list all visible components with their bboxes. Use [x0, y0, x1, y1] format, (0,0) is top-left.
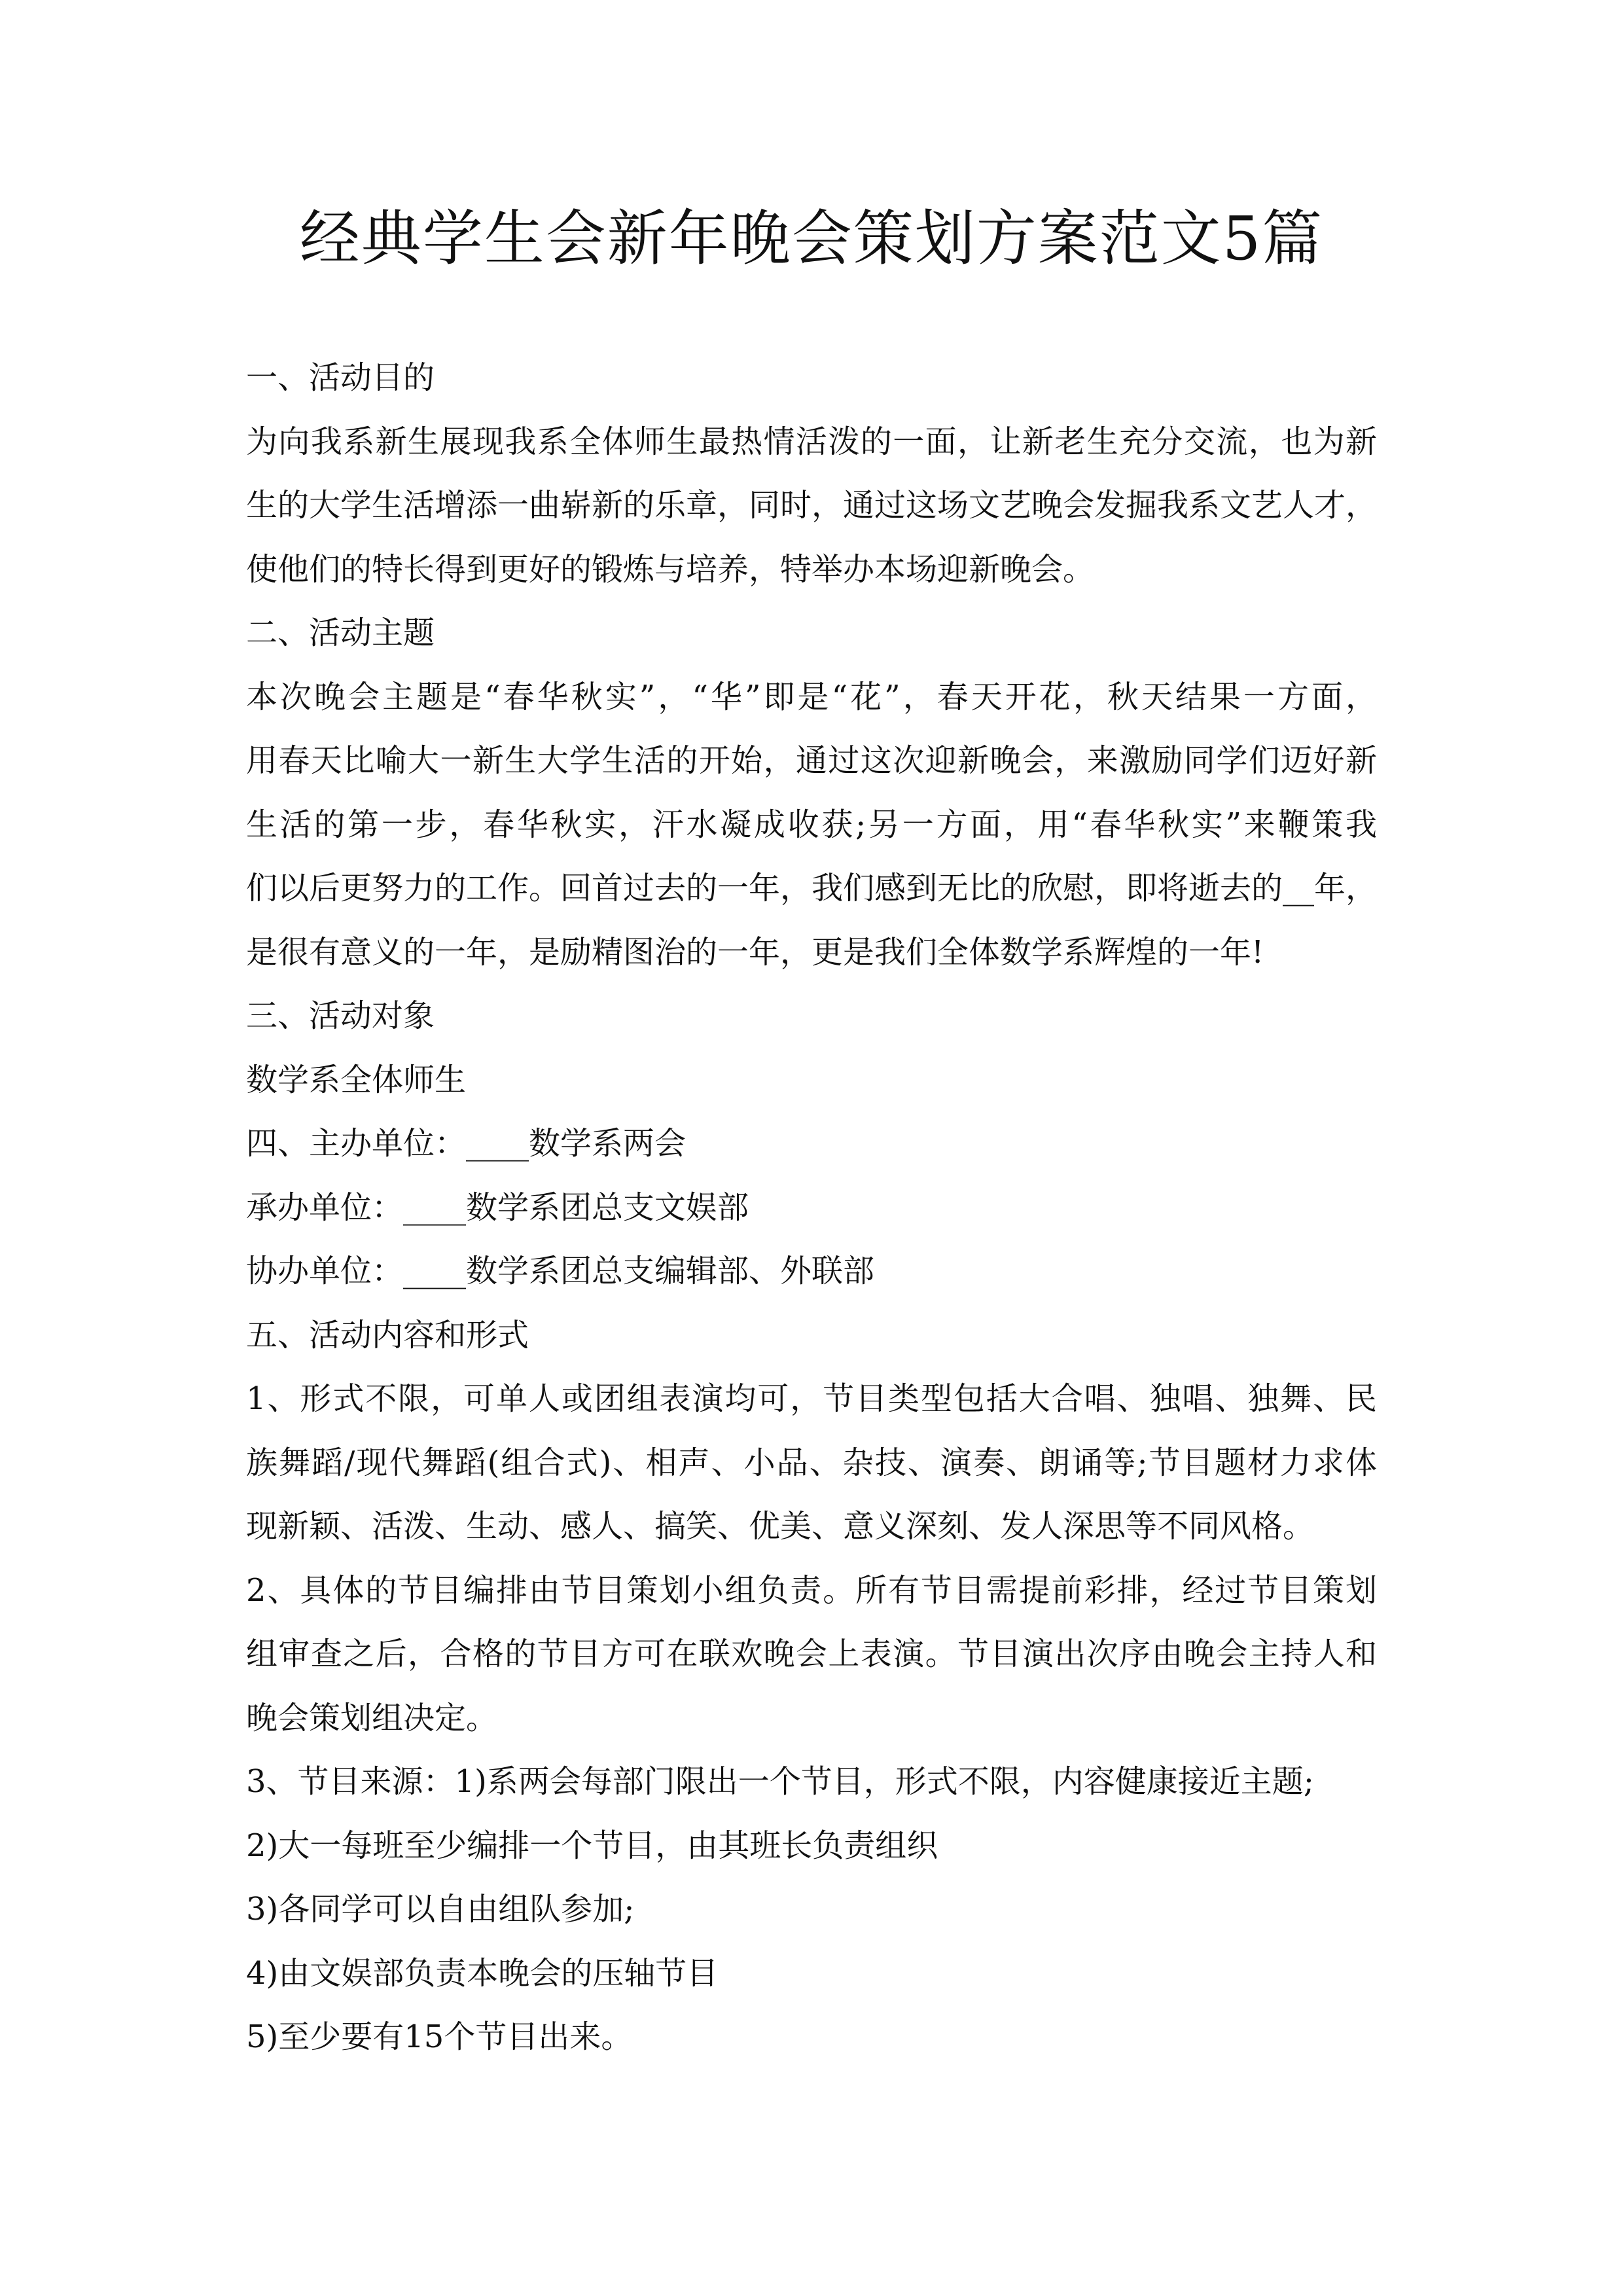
- text-line: 组审查之后，合格的节目方可在联欢晚会上表演。节目演出次序由晚会主持人和: [246, 1636, 1377, 1672]
- text-line: 现新颖、活泼、生动、感人、搞笑、优美、意义深刻、发人深思等不同风格。: [246, 1508, 1315, 1545]
- text-line: 四、主办单位：____数学系两会: [246, 1125, 687, 1162]
- section-heading: 五、活动内容和形式: [246, 1316, 529, 1354]
- text-line: 协办单位：____数学系团总支编辑部、外联部: [246, 1253, 875, 1289]
- document-body: [246, 346, 1377, 2070]
- text-line: 晚会策划组决定。: [246, 1699, 498, 1736]
- text-line: 使他们的特长得到更好的锻炼与培养，特举办本场迎新晚会。: [246, 550, 1095, 588]
- section-heading: 一、活动目的: [246, 359, 435, 396]
- text-line: 5)至少要有15个节目出来。: [246, 2018, 633, 2055]
- text-line: 为向我系新生展现我系全体师生最热情活泼的一面，让新老生充分交流，也为新: [246, 423, 1377, 460]
- text-line: 2)大一每班至少编排一个节目，由其班长负责组织: [246, 1827, 938, 1864]
- text-line: 是很有意义的一年，是励精图治的一年，更是我们全体数学系辉煌的一年!: [246, 933, 1264, 971]
- section-heading: 二、活动主题: [246, 615, 435, 651]
- text-line: 承办单位：____数学系团总支文娱部: [246, 1189, 749, 1226]
- text-line: 数学系全体师生: [246, 1061, 467, 1098]
- document-title: 经典学生会新年晚会策划方案范文5篇: [299, 204, 1324, 274]
- text-line: 生的大学生活增添一曲崭新的乐章，同时，通过这场文艺晚会发掘我系文艺人才，: [246, 487, 1377, 524]
- text-line: 们以后更努力的工作。回首过去的一年，我们感到无比的欣慰，即将逝去的__年，: [246, 870, 1377, 906]
- text-line: 本次晚会主题是“春华秋实”，“华”即是“花”，春天开花，秋天结果一方面，: [246, 678, 1377, 715]
- text-line: 族舞蹈/现代舞蹈(组合式)、相声、小品、杂技、演奏、朗诵等;节目题材力求体: [246, 1444, 1377, 1481]
- text-line: 2、具体的节目编排由节目策划小组负责。所有节目需提前彩排，经过节目策划: [246, 1571, 1377, 1609]
- text-line: 1、形式不限，可单人或团组表演均可，节目类型包括大合唱、独唱、独舞、民: [246, 1380, 1377, 1417]
- section-heading: 三、活动对象: [246, 997, 435, 1034]
- text-line: 用春天比喻大一新生大学生活的开始，通过这次迎新晚会，来激励同学们迈好新: [246, 742, 1377, 779]
- text-line: 生活的第一步，春华秋实，汗水凝成收获;另一方面，用“春华秋实”来鞭策我: [246, 806, 1377, 843]
- text-line: 3)各同学可以自由组队参加;: [246, 1891, 635, 1928]
- text-line: 4)由文娱部负责本晚会的压轴节目: [246, 1954, 719, 1992]
- text-line: 3、节目来源：1)系两会每部门限出一个节目，形式不限，内容健康接近主题;: [246, 1763, 1314, 1800]
